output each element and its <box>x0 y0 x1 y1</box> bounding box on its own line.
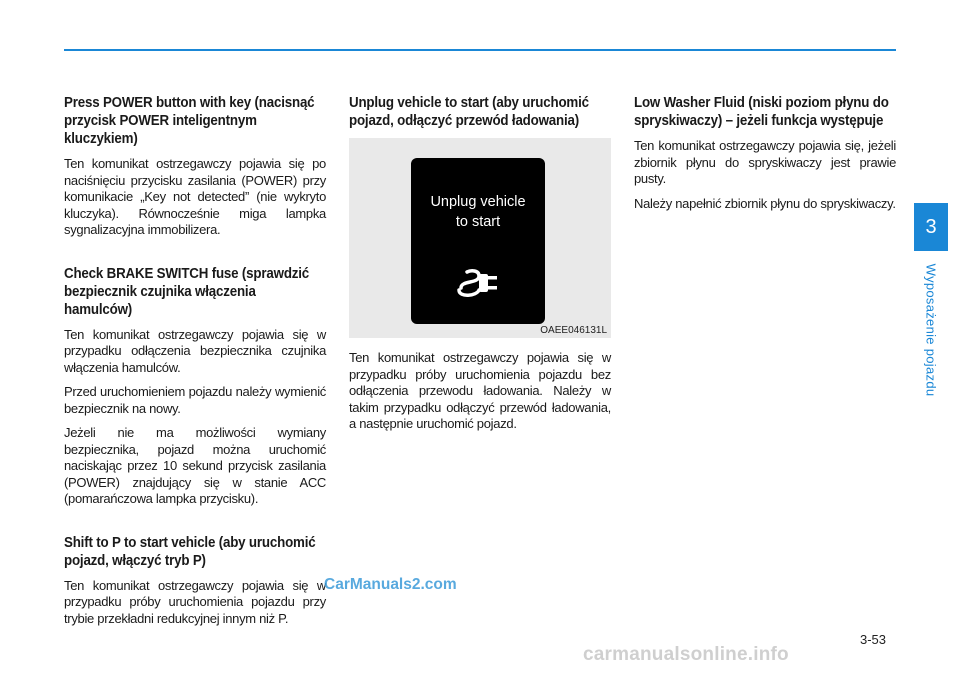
charging-plug-icon <box>457 266 501 300</box>
page-number: 3-53 <box>860 632 887 647</box>
section-text-brake-1: Ten komunikat ostrzegawczy pojawia się w przypadku odłączenia bezpiecznika czujnika włączenia hamulców. <box>64 326 326 375</box>
cluster-display-text: Unplug vehicle to start <box>430 194 526 230</box>
cluster-display <box>411 158 545 324</box>
section-text-shift-to-p: Ten komunikat ostrzegawczy pojawia się w przypadku próby uruchomienia pojazdu przy trybie przekładni redukcyjnej innym niż P. <box>64 577 326 626</box>
chapter-tab: 3 <box>914 203 948 251</box>
watermark-carmanualsonline: carmanualsonline.info <box>583 644 789 665</box>
column-middle <box>349 94 611 441</box>
section-text-power-button: Ten komunikat ostrzegawczy pojawia się po naciśnięciu przycisku zasilania (POWER) przy komunikacie „Key not detected” (nie wykryto kluczyka). Równocześnie miga lampka sygnalizacyjna immobilizera. <box>64 156 326 237</box>
figure-code: OAEE046131L <box>540 325 607 336</box>
column-right <box>634 94 896 220</box>
section-text-brake-3: Jeżeli nie ma możliwości wymiany bezpiecznika, pojazd można uruchomić naciskając przez 10 sekund przycisk zasilania (POWER) znajdujący się w stanie ACC (pomarańczowa lampka przycisku). <box>64 425 326 506</box>
section-text-unplug: Ten komunikat ostrzegawczy pojawia się w przypadku próby uruchomienia pojazdu bez odłączenia przewodu ładowania. Należy w takim przypadku odłączyć przewód ładowania, a następnie uruchomić pojazd. <box>349 350 611 431</box>
section-title-brake-switch: Check BRAKE SWITCH fuse (sprawdzić bezpiecznik czujnika włączenia hamulców) <box>64 265 310 318</box>
section-title-power-button: Press POWER button with key (nacisnąć przycisk POWER inteligentnym kluczykiem) <box>64 95 315 147</box>
cluster-message-figure <box>349 138 611 338</box>
section-text-washer-2: Należy napełnić zbiornik płynu do spryskiwaczy. <box>634 195 896 211</box>
column-left <box>64 94 326 635</box>
section-title-unplug: Unplug vehicle to start (aby uruchomić pojazd, odłączyć przewód ładowania) <box>349 95 589 129</box>
top-rule <box>64 49 896 51</box>
section-title-washer-fluid: Low Washer Fluid (niski poziom płynu do spryskiwaczy) – jeżeli funkcja występuje <box>634 95 889 129</box>
watermark-carmanuals2: CarManuals2.com <box>324 576 457 593</box>
section-text-washer-1: Ten komunikat ostrzegawczy pojawia się, jeżeli zbiornik płynu do spryskiwaczy jest prawie pusty. <box>634 138 896 186</box>
section-text-brake-2: Przed uruchomieniem pojazdu należy wymienić bezpiecznik na nowy. <box>64 384 326 416</box>
chapter-label: Wyposażenie pojazdu <box>923 263 939 397</box>
section-title-shift-to-p: Shift to P to start vehicle (aby uruchomić pojazd, włączyć tryb P) <box>64 534 316 569</box>
